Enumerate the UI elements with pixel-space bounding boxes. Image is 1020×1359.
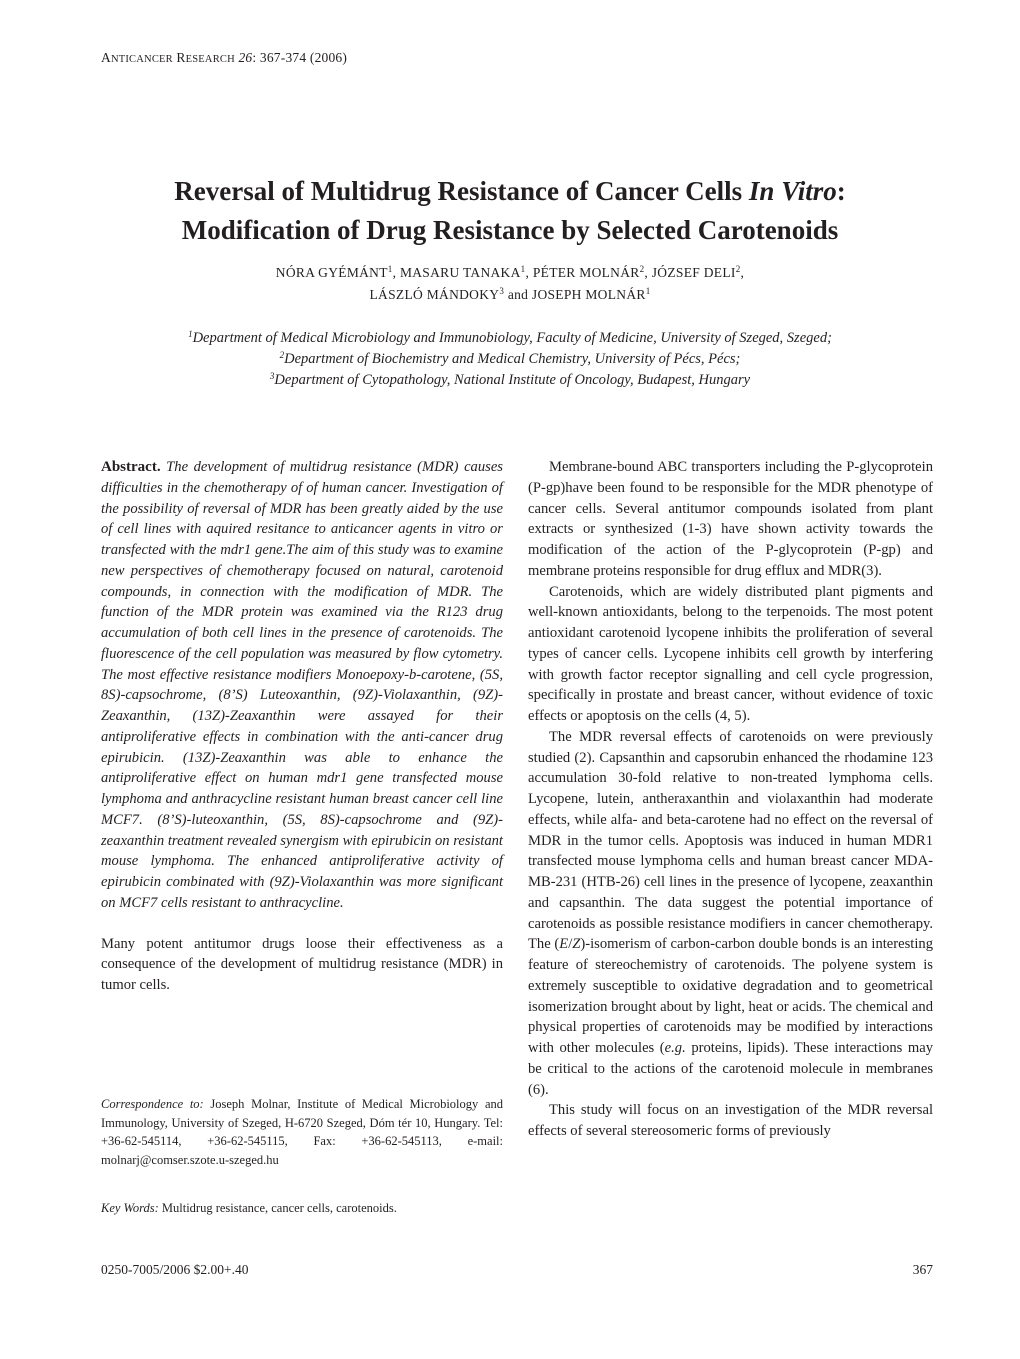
title-line-1 — [60, 172, 960, 211]
issn-price: 0250-7005/2006 $2.00+.40 — [101, 1262, 249, 1277]
title-line-1-italic: In Vitro — [748, 176, 837, 206]
author-affiliation-marker: 3 — [499, 286, 505, 296]
abstract-text: The development of multidrug resistance (MDR) causes difficulties in the chemotherapy of of human cancer. Investigation of the possibility of reversal of MDR has been greatly aided by the use of cell lines with aquired resitance to anticancer agents in vitro or transfected with the mdr1 gene.The aim of this study was to examine new perspectives of chemotherapy focused on natural, carotenoid compounds, in connection with the modification of MDR. The function of the MDR protein was examined via the R123 drug accumulation of both cell lines in the presence of carotenoids. The fluorescence of the cell population was measured by flow cytometry. The most effective resistance modifiers Monoepoxy-b-carotene, (5S, 8S)-capsochrome, (8’S) Luteoxanthin, (9Z)-Violaxanthin, (9Z)-Zeaxanthin, (13Z)-Zeaxanthin were assayed for their antiproliferative effects in combination with the anti-cancer drug epirubicin. (13Z)-Zeaxanthin was able to enhance the antiproliferative effect on human mdr1 gene transfected mouse lymphoma and anthracycline resistant human breast cancer cell line MCF7. (8’S)-luteoxanthin, (5S, 8S)-capsochrome and (9Z)-zeaxanthin treatment revealed synergism with epirubicin on resistant mouse lymphoma. The enhanced antiproliferative activity of epirubicin combinated with (9Z)-Violaxanthin was more significant on MCF7 cells resistant to anthracycline. — [101, 459, 503, 911]
author-affiliation-marker: 2 — [735, 264, 741, 274]
body-paragraph-1: Membrane-bound ABC transporters including the P-glycoprotein (P-gp)have been found to be responsible for the MDR phenotype of cancer cells. Several antitumor compounds isolated from plant extracts or synthesized (1-3) have shown activity towards the modification of the action of the P-glycoprotein (P-gp) and membrane proteins responsible for drug efflux and MDR(3). — [528, 459, 933, 579]
abstract — [101, 457, 503, 914]
author: MASARU TANAKA$^1$, — [399, 264, 533, 280]
author: JÓZSEF DELI$^2$, — [651, 264, 745, 280]
author: PÉTER MOLNÁR$^2$, — [532, 264, 652, 280]
correspondence-text: Joseph Molnar, Institute of Medical Microbiology and Immunology, University of Szeged, H-6720 Szeged, Dóm tér 10, Hungary. Tel: +36-62-545114, +36-62-545115, Fax: +36-62-545113, e-mail: molnarj@comser.szote.u-szeged.hu — [101, 1097, 503, 1167]
left-column — [101, 457, 503, 996]
article-title — [60, 172, 960, 250]
running-head — [101, 50, 347, 66]
author-affiliation-marker: 1 — [645, 286, 651, 296]
journal-initial-r: R — [176, 50, 186, 65]
author-list — [60, 262, 960, 306]
intro-paragraph: Many potent antitumor drugs loose their effectiveness as a consequence of the development of multidrug resistance (MDR) in tumor cells. — [101, 935, 503, 993]
affiliation-1: $^1$Department of Medical Microbiology and Immunobiology, Faculty of Medicine, University of Szeged, Szeged; — [188, 329, 832, 346]
abstract-label: Abstract. — [101, 459, 161, 475]
title-line-2: Modification of Drug Resistance by Selected Carotenoids — [181, 215, 839, 245]
body-paragraph-4: This study will focus on an investigation of the MDR reversal effects of several stereosomeric forms of previously — [528, 1102, 933, 1139]
journal-volume: 26 — [238, 50, 253, 65]
title-line-1-end: : — [836, 176, 846, 206]
title-line-1-main: Reversal of Multidrug Resistance of Cancer Cells — [174, 176, 749, 206]
keywords — [101, 1199, 503, 1217]
affiliation-3: $^3$Department of Cytopathology, National Institute of Oncology, Budapest, Hungary — [269, 371, 751, 388]
body-paragraph-2: Carotenoids, which are widely distributed plant pigments and well-known antioxidants, belong to the terpenoids. The most potent antioxidant carotenoid lycopene inhibits the proliferation of several types of cancer cells. Lycopene inhibits cell growth by interfering with growth factor receptor signalling and cell cycle progression, specifically in prostate and breast cancer, without evidence of toxic effects or apoptosis on the cells (4, 5). — [528, 583, 933, 724]
author-affiliation-marker: 1 — [387, 264, 393, 274]
author: JOSEPH MOLNÁR$^1$ — [531, 286, 651, 302]
author-affiliation-marker: 2 — [639, 264, 645, 274]
affiliation-2: $^2$Department of Biochemistry and Medical Chemistry, University of Pécs, Pécs; — [279, 350, 741, 367]
body-paragraph-3: The MDR reversal effects of carotenoids on were previously studied (2). Capsanthin and capsorubin enhanced the rhodamine 123 accumulation 30-fold relative to non-treated lymphoma cells. Lycopene, lutein, antheraxanthin and violaxanthin had moderate effects, while alfa- and beta-carotene had no effect on the reversal of MDR in the tumor cells. Apoptosis was induced in human MDR1 transfected mouse lymphoma cells and human breast cancer MDA-MB-231 (HTB-26) cell lines in the presence of lycopene, zeaxanthin and capsanthin. The data suggest the potential importance of carotenoids as possible resistance modifiers in cancer chemotherapy. The (E/Z)-isomerism of carbon-carbon double bonds is an interesting feature of stereochemistry of carotenoids. The polyene system is extremely susceptible to oxidative degradation and to geometrical isomerization brought about by light, heat or acids. The chemical and physical properties of carotenoids may be modified by interactions with other molecules (e.g. proteins, lipids). These interactions may be critical to the actions of the carotenoid molecule in membranes (6). — [528, 728, 933, 1098]
keywords-label: Key Words: — [101, 1201, 159, 1215]
keywords-text: Multidrug resistance, cancer cells, carotenoids. — [158, 1201, 397, 1215]
correspondence-label: Correspondence to: — [101, 1097, 204, 1111]
page-number: 367 — [912, 1262, 933, 1277]
affiliations — [60, 328, 960, 391]
author: NÓRA GYÉMÁNT$^1$, — [275, 264, 400, 280]
right-column — [528, 457, 933, 1142]
journal-initial-a: A — [101, 50, 111, 65]
author: LÁSZLÓ MÁNDOKY$^3$ and — [369, 286, 532, 302]
author-affiliation-marker: 1 — [520, 264, 526, 274]
correspondence-note — [101, 1095, 503, 1169]
journal-name-part1: NTICANCER — [110, 54, 173, 65]
journal-pages-year: : 367-374 (2006) — [252, 50, 348, 65]
journal-name-part2: ESEARCH — [185, 54, 235, 65]
